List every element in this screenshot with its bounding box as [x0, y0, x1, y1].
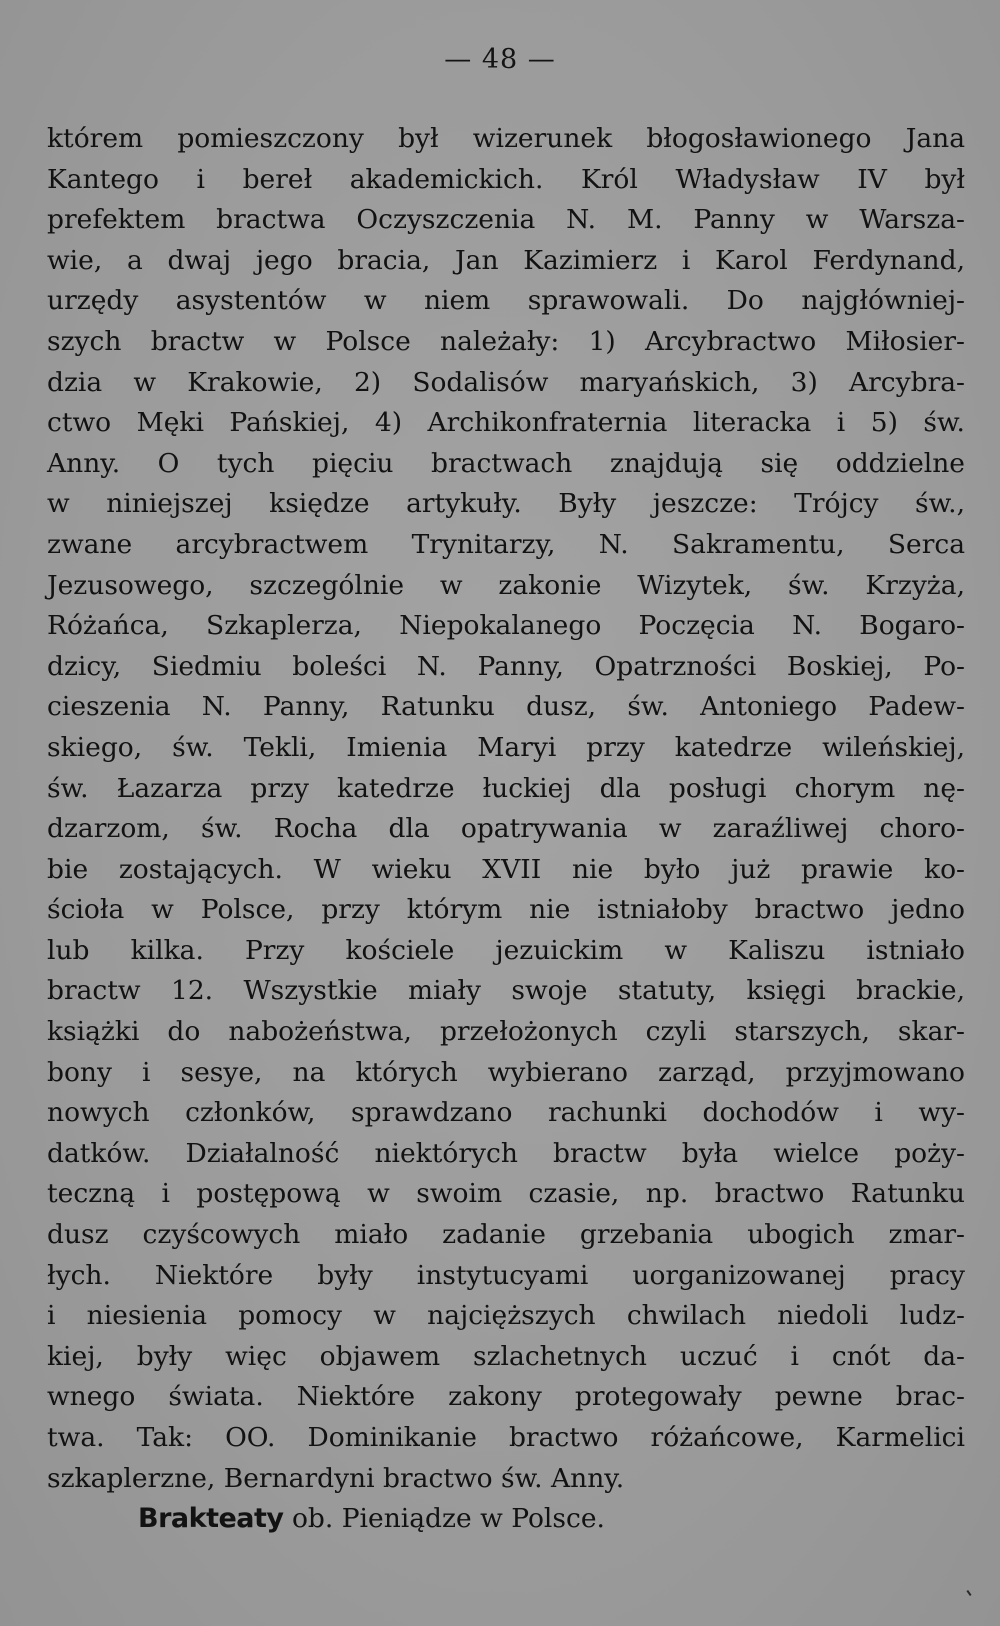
- dictionary-entry: [138, 1499, 605, 1540]
- text-line: wnego świata. Niektóre zakony protegowały pewne brac-: [47, 1381, 965, 1413]
- text-line: nowych członków, sprawdzano rachunki dochodów i wy-: [47, 1097, 965, 1129]
- text-line: w niniejszej księdze artykuły. Były jeszcze: Trójcy św.,: [47, 488, 965, 520]
- text-line: twa. Tak: OO. Dominikanie bractwo różańcowe, Karmelici: [47, 1422, 965, 1453]
- body-text: [47, 119, 965, 1499]
- text-line: Kantego i bereł akademickich. Król Władysław IV był: [47, 163, 965, 195]
- text-line: teczną i postępową w swoim czasie, np. bractwo Ratunku: [47, 1178, 965, 1210]
- text-line: ścioła w Polsce, przy którym nie istniałoby bractwo jedno: [47, 894, 965, 926]
- entry-headword: Brakteaty: [138, 1503, 284, 1535]
- page-number: — 48 —: [444, 44, 556, 75]
- text-line: dzarzom, św. Rocha dla opatrywania w zaraźliwej choro-: [47, 813, 965, 845]
- text-line: bie zostających. W wieku XVII nie było już prawie ko-: [47, 853, 965, 885]
- text-line: dzia w Krakowie, 2) Sodalisów maryańskich, 3) Arcybra-: [47, 366, 965, 398]
- text-line: Jezusowego, szczególnie w zakonie Wizytek, św. Krzyża,: [47, 569, 965, 601]
- text-line: ctwo Męki Pańskiej, 4) Archikonfraternia literacka i 5) św.: [47, 407, 965, 439]
- text-line: lub kilka. Przy kościele jezuickim w Kaliszu istniało: [47, 934, 965, 966]
- text-line: kiej, były więc objawem szlachetnych uczuć i cnót da-: [47, 1340, 965, 1372]
- text-line: Anny. O tych pięciu bractwach znajdują się oddzielne: [47, 447, 965, 479]
- text-line: szkaplerzne, Bernardyni bractwo św. Anny.: [47, 1462, 625, 1494]
- text-line: datków. Działalność niektórych bractw była wielce poży-: [47, 1137, 965, 1169]
- text-line: wie, a dwaj jego bracia, Jan Kazimierz i Karol Ferdynand,: [47, 244, 965, 276]
- text-line: książki do nabożeństwa, przełożonych czyli starszych, skar-: [47, 1016, 965, 1048]
- text-line: skiego, św. Tekli, Imienia Maryi przy katedrze wileńskiej,: [47, 731, 965, 763]
- text-line: prefektem bractwa Oczyszczenia N. M. Panny w Warsza-: [47, 204, 965, 236]
- text-line: łych. Niektóre były instytucyami uorganizowanej pracy: [47, 1259, 965, 1291]
- entry-reference: ob. Pieniądze w Polsce.: [283, 1503, 605, 1535]
- text-line: Różańca, Szkaplerza, Niepokalanego Poczęcia N. Bogaro-: [47, 610, 965, 642]
- text-line: św. Łazarza przy katedrze łuckiej dla posługi chorym nę-: [47, 772, 965, 804]
- text-line: bony i sesye, na których wybierano zarząd, przyjmowano: [47, 1056, 965, 1088]
- text-line: urzędy asystentów w niem sprawowali. Do najgłówniej-: [47, 285, 965, 317]
- speck-mark: [966, 1590, 971, 1596]
- text-line: dzicy, Siedmiu boleści N. Panny, Opatrzności Boskiej, Po-: [47, 650, 965, 682]
- text-line: którem pomieszczony był wizerunek błogosławionego Jana: [47, 123, 965, 154]
- text-line: i niesienia pomocy w najcięższych chwilach niedoli ludz-: [47, 1300, 965, 1332]
- text-line: dusz czyścowych miało zadanie grzebania ubogich zmar-: [47, 1219, 965, 1251]
- text-line: cieszenia N. Panny, Ratunku dusz, św. Antoniego Padew-: [47, 691, 965, 723]
- text-line: zwane arcybractwem Trynitarzy, N. Sakramentu, Serca: [47, 528, 965, 560]
- text-line: szych bractw w Polsce należały: 1) Arcybractwo Miłosier-: [47, 325, 965, 357]
- text-line: bractw 12. Wszystkie miały swoje statuty, księgi brackie,: [47, 975, 965, 1007]
